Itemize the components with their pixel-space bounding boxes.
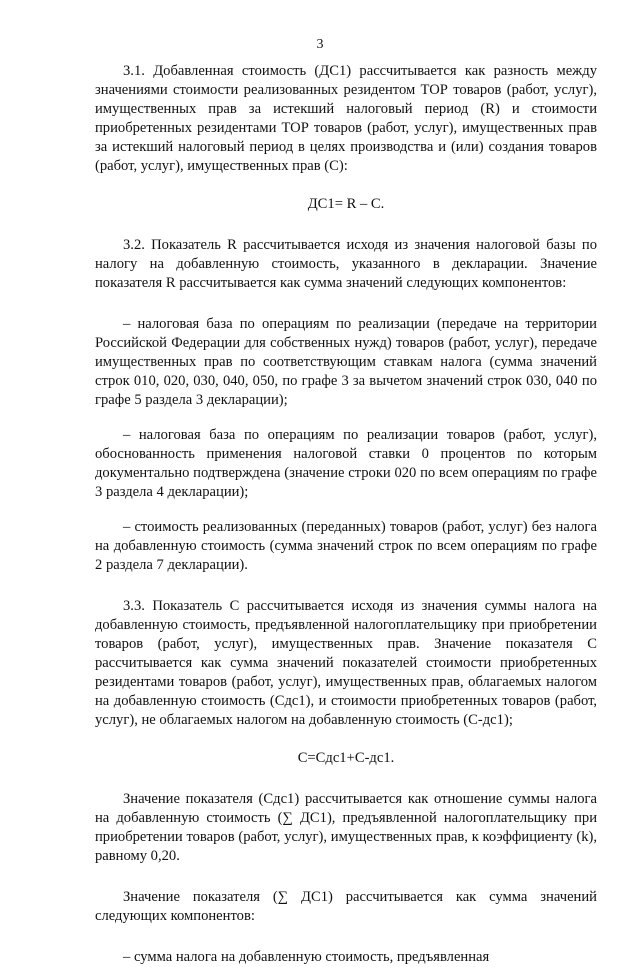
paragraph-3-2: 3.2. Показатель R рассчитывается исходя из значения налоговой базы по налогу на добавленную стоимость, указанного в декларации. Значение показателя R рассчитывается как сумма значений следующих компонентов: bbox=[95, 237, 597, 291]
formula-ds1: ДС1= R – С. bbox=[307, 196, 385, 212]
paragraph-3-3: 3.3. Показатель С рассчитывается исходя из значения суммы налога на добавленную стоимость, предъявленной налогоплательщику при приобретении товаров (работ, услуг), имущественных прав. Значение показателя С рассчитывается как сумма значений показателей стоимости приобретенных резидентами товаров (работ, услуг), имущественных прав, облагаемых налогом на добавленную стоимость (Cдс1), и стоимости приобретенных товаров (работ, услуг), не облагаемых налогом на добавленную стоимость (C-дс1); bbox=[95, 598, 597, 728]
paragraph-cds1: Значение показателя (Сдс1) рассчитывается как отношение суммы налога на добавленную стоимость (∑ ДС1), предъявленной налогоплательщику при приобретении товаров (работ, услуг), имущественных прав, к коэффициенту (k), равному 0,20. bbox=[95, 791, 597, 864]
page-number: 3 bbox=[316, 37, 324, 52]
document-body bbox=[95, 62, 597, 967]
paragraph-sum-ds1: Значение показателя (∑ ДС1) рассчитывается как сумма значений следующих компонентов: bbox=[95, 889, 597, 924]
list-item-untaxed-sales: – стоимость реализованных (переданных) товаров (работ, услуг) без налога на добавленную стоимость (сумма значений строк по всем операциям по графе 2 раздела 7 декларации). bbox=[95, 519, 597, 573]
paragraph-3-1: 3.1. Добавленная стоимость (ДС1) рассчитывается как разность между значениями стоимости реализованных резидентом ТОР товаров (работ, услуг), имущественных прав за истекший налоговый период (R) и стоимости приобретенных резидентами ТОР товаров (работ, услуг), имущественных прав за истекший налоговый период в целях производства и (или) создания товаров (работ, услуг), имущественных прав (С): bbox=[95, 63, 597, 174]
list-item-zero-rate-base: – налоговая база по операциям по реализации товаров (работ, услуг), обоснованность применения налоговой ставки 0 процентов по которым документально подтверждена (значение строки 020 по всем операциям по графе 3 раздела 4 декларации); bbox=[95, 427, 597, 500]
list-item-tax-amount: – сумма налога на добавленную стоимость, предъявленная bbox=[123, 949, 490, 965]
formula-c: С=Сдс1+С-дс1. bbox=[297, 750, 395, 766]
list-item-tax-base-sales: – налоговая база по операциям по реализации (передаче на территории Российской Федерации для собственных нужд) товаров (работ, услуг), передаче имущественных прав по соответствующим ставкам налога (сумма значений строк 010, 020, 030, 040, 050, по графе 3 за вычетом значений строк 030, 040 по графе 5 раздела 3 декларации); bbox=[95, 316, 597, 408]
